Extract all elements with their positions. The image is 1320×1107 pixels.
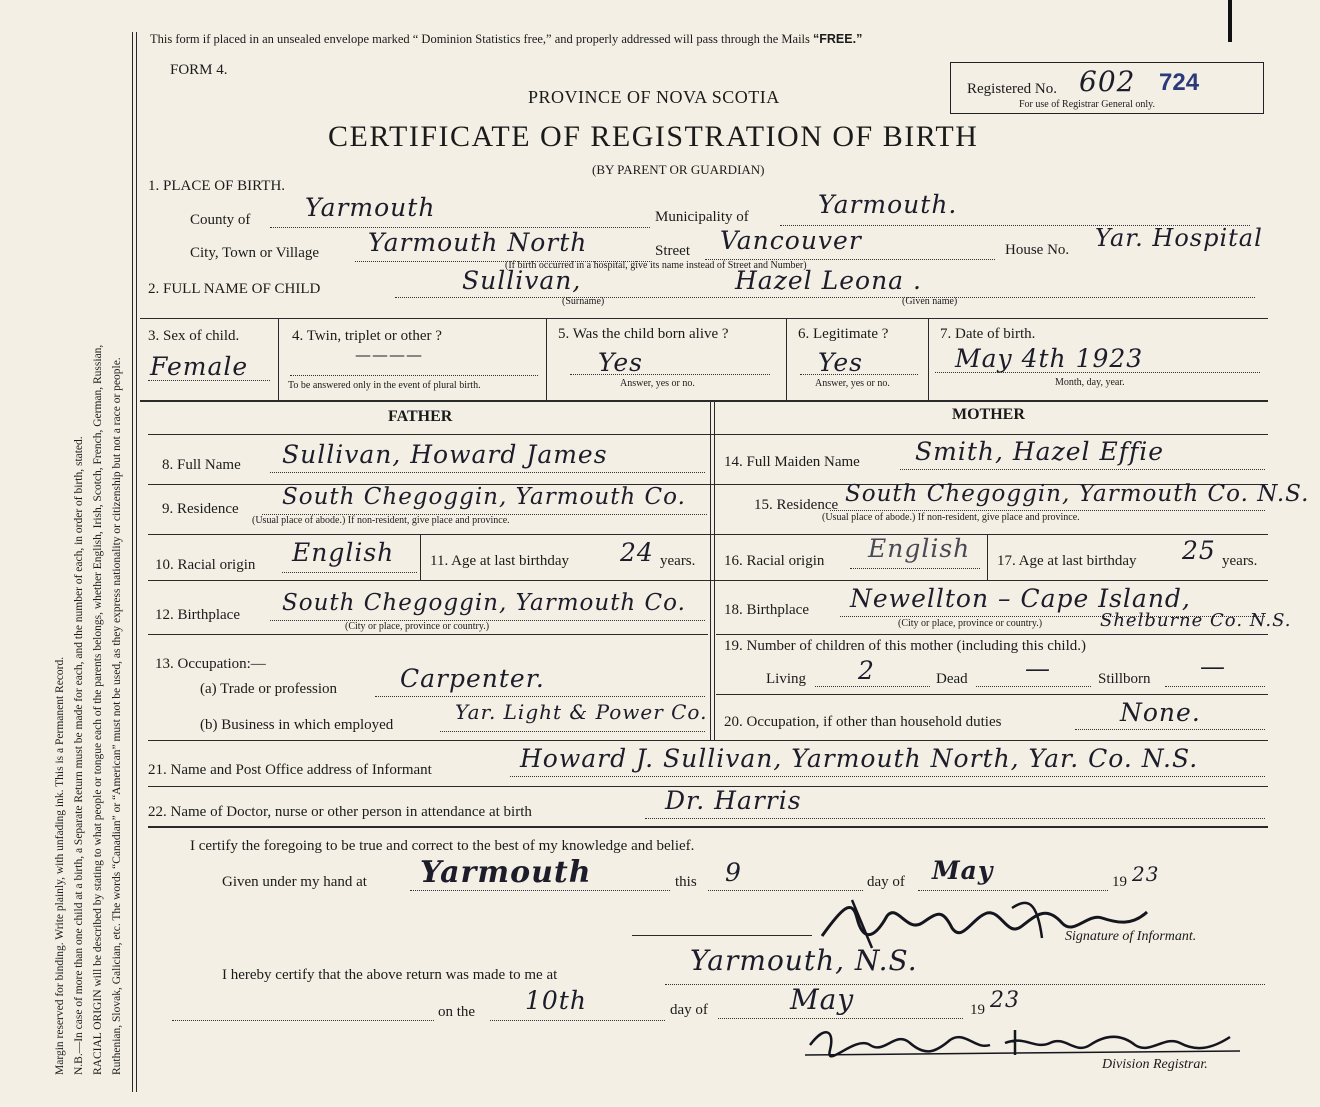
margin-note-plural-birth: N.B.—In case of more than one child at a birth, a Separate Return must be made for each, and the number of each, in order of birth, stated. [73, 436, 85, 1075]
mother-occupation-value: None. [1120, 698, 1201, 727]
doctor-value: Dr. Harris [665, 786, 802, 815]
twin-value: ———— [355, 345, 423, 364]
trade-label: (a) Trade or profession [200, 681, 338, 697]
father-residence-note: (Usual place of abode.) If non-resident, give place and province. [252, 515, 510, 526]
father-birthplace-label: 12. Birthplace [155, 607, 240, 623]
mother-racial-label: 16. Racial origin [724, 553, 825, 569]
sex-value: Female [150, 352, 249, 381]
registered-number-stamp: 724 [1159, 69, 1200, 96]
mother-racial-value: English [868, 534, 971, 563]
given-year-value: 23 [1132, 862, 1160, 886]
father-racial-value: English [292, 538, 395, 567]
margin-note-racial-origin-cont: Ruthenian, Slovak, Galician, etc. The words “Canadian” or “American” must not be used, as they express nationality or citizenship but not a race or people. [111, 357, 123, 1075]
child-given-name: Hazel Leona . [735, 266, 922, 295]
dob-note: Month, day, year. [1055, 377, 1125, 388]
registered-label: Registered No. [967, 81, 1057, 97]
place-of-birth-label: 1. PLACE OF BIRTH. [148, 178, 286, 194]
surname-note: (Surname) [562, 296, 605, 307]
mother-residence-note: (Usual place of abode.) If non-resident, give place and province. [822, 512, 1080, 523]
father-residence-label: 9. Residence [162, 501, 239, 517]
mother-birthplace-county: Shelburne Co. N.S. [1100, 610, 1292, 631]
registration-year-prefix: 19 [970, 1002, 985, 1018]
father-residence-value: South Chegoggin, Yarmouth Co. [282, 484, 686, 510]
dead-label: Dead [936, 671, 968, 687]
mother-birthplace-value: Newellton – Cape Island, [850, 584, 1191, 613]
certificate-subtitle: (BY PARENT OR GUARDIAN) [592, 162, 765, 177]
mother-residence-label: 15. Residence [754, 497, 839, 513]
city-label: City, Town or Village [190, 245, 320, 261]
hospital-note: (If birth occurred in a hospital, give its name instead of Street and Number) [505, 260, 807, 271]
born-alive-value: Yes [598, 348, 643, 377]
living-value: 2 [858, 656, 875, 685]
business-value: Yar. Light & Power Co. [455, 700, 708, 724]
father-birthplace-note: (City or place, province or country.) [345, 621, 490, 632]
day-of-label: day of [867, 874, 905, 890]
registration-month-value: May [790, 983, 855, 1016]
twin-label: 4. Twin, triplet or other ? [292, 328, 442, 344]
informant-label: 21. Name and Post Office address of Informant [148, 762, 432, 778]
given-name-note: (Given name) [902, 296, 958, 307]
street-label: Street [655, 243, 690, 259]
child-surname: Sullivan, [462, 266, 582, 295]
father-name-label: 8. Full Name [162, 457, 241, 473]
registrar-signature-label: Division Registrar. [1102, 1057, 1208, 1072]
province-heading: PROVINCE OF NOVA SCOTIA [528, 87, 780, 107]
informant-value: Howard J. Sullivan, Yarmouth North, Yar. Co. N.S. [520, 744, 1199, 773]
informant-signature-label: Signature of Informant. [1065, 929, 1197, 944]
father-age-label: 11. Age at last birthday [430, 553, 569, 569]
registered-note: For use of Registrar General only. [1019, 99, 1155, 110]
father-age-years: years. [660, 553, 696, 569]
father-racial-label: 10. Racial origin [155, 557, 256, 573]
binding-margin-line [132, 32, 133, 1092]
margin-note-binding: Margin reserved for binding. Write plainly, with unfading ink. This is a Permanent Record. [54, 656, 66, 1075]
dead-value: — [1025, 654, 1051, 683]
binding-margin-line-inner [136, 32, 137, 1092]
registration-year-value: 23 [990, 988, 1020, 1013]
on-the-label: on the [438, 1004, 476, 1020]
given-year-prefix: 19 [1112, 874, 1127, 890]
county-label: County of [190, 212, 251, 228]
mother-age-value: 25 [1182, 536, 1216, 565]
stillborn-label: Stillborn [1098, 671, 1151, 687]
dob-value: May 4th 1923 [955, 344, 1144, 373]
this-label: this [675, 874, 697, 890]
living-label: Living [766, 671, 806, 687]
city-value: Yarmouth North [368, 228, 588, 257]
born-alive-note: Answer, yes or no. [620, 378, 695, 389]
registered-number-handwritten: 602 [1079, 65, 1136, 98]
father-name-value: Sullivan, Howard James [282, 440, 608, 469]
county-value: Yarmouth [305, 193, 436, 222]
mother-heading: MOTHER [952, 406, 1025, 423]
children-count-label: 19. Number of children of this mother (including this child.) [724, 638, 1087, 654]
municipality-label: Municipality of [655, 209, 749, 225]
registrar-statement: I hereby certify that the above return was made to me at [222, 967, 558, 983]
form-number: FORM 4. [170, 62, 228, 78]
registration-day-of-label: day of [670, 1002, 708, 1018]
mother-name-value: Smith, Hazel Effie [915, 437, 1165, 466]
mother-name-label: 14. Full Maiden Name [724, 454, 860, 470]
certificate-title: CERTIFICATE OF REGISTRATION OF BIRTH [328, 120, 979, 153]
house-label: House No. [1005, 242, 1070, 258]
born-alive-label: 5. Was the child born alive ? [558, 326, 729, 342]
stillborn-value: — [1200, 652, 1226, 681]
municipality-value: Yarmouth. [818, 190, 958, 219]
mother-birthplace-label: 18. Birthplace [724, 602, 809, 618]
father-age-value: 24 [620, 538, 654, 567]
doctor-label: 22. Name of Doctor, nurse or other person in attendance at birth [148, 804, 532, 820]
sex-label: 3. Sex of child. [148, 328, 240, 344]
street-value: Vancouver [720, 226, 862, 255]
margin-note-racial-origin: RACIAL ORIGIN will be described by stating to what people or tongue each of the parents belongs, whether English, Irish, Scotch, French, German, Russian, [92, 344, 104, 1075]
given-under-label: Given under my hand at [222, 874, 367, 890]
mail-notice: This form if placed in an unsealed envelope marked “ Dominion Statistics free,” and properly addressed will pass through the Mails “FREE.” [150, 32, 863, 46]
mother-birthplace-note: (City or place, province or country.) [898, 618, 1043, 629]
business-label: (b) Business in which employed [200, 717, 394, 733]
mother-age-label: 17. Age at last birthday [997, 553, 1137, 569]
legitimate-label: 6. Legitimate ? [798, 326, 889, 342]
registration-day-value: 10th [525, 986, 587, 1015]
child-name-label: 2. FULL NAME OF CHILD [148, 281, 321, 297]
informant-statement: I certify the foregoing to be true and correct to the best of my knowledge and belief. [190, 838, 695, 854]
twin-note: To be answered only in the event of plural birth. [288, 380, 481, 391]
given-place-value: Yarmouth [420, 855, 592, 890]
house-value: Yar. Hospital [1095, 224, 1263, 252]
father-heading: FATHER [388, 408, 453, 425]
legitimate-note: Answer, yes or no. [815, 378, 890, 389]
registration-place-value: Yarmouth, N.S. [690, 944, 918, 977]
mother-occupation-label: 20. Occupation, if other than household duties [724, 714, 1002, 730]
ink-mark [1228, 0, 1232, 42]
father-occupation-label: 13. Occupation:— [155, 656, 266, 672]
trade-value: Carpenter. [400, 664, 545, 693]
father-birthplace-value: South Chegoggin, Yarmouth Co. [282, 590, 686, 616]
mother-residence-value: South Chegoggin, Yarmouth Co. N.S. [845, 481, 1310, 507]
registered-number-box [950, 62, 1264, 114]
dob-label: 7. Date of birth. [940, 326, 1036, 342]
mother-age-years: years. [1222, 553, 1258, 569]
legitimate-value: Yes [818, 348, 863, 377]
given-day-value: 9 [725, 858, 742, 887]
given-month-value: May [932, 856, 994, 885]
